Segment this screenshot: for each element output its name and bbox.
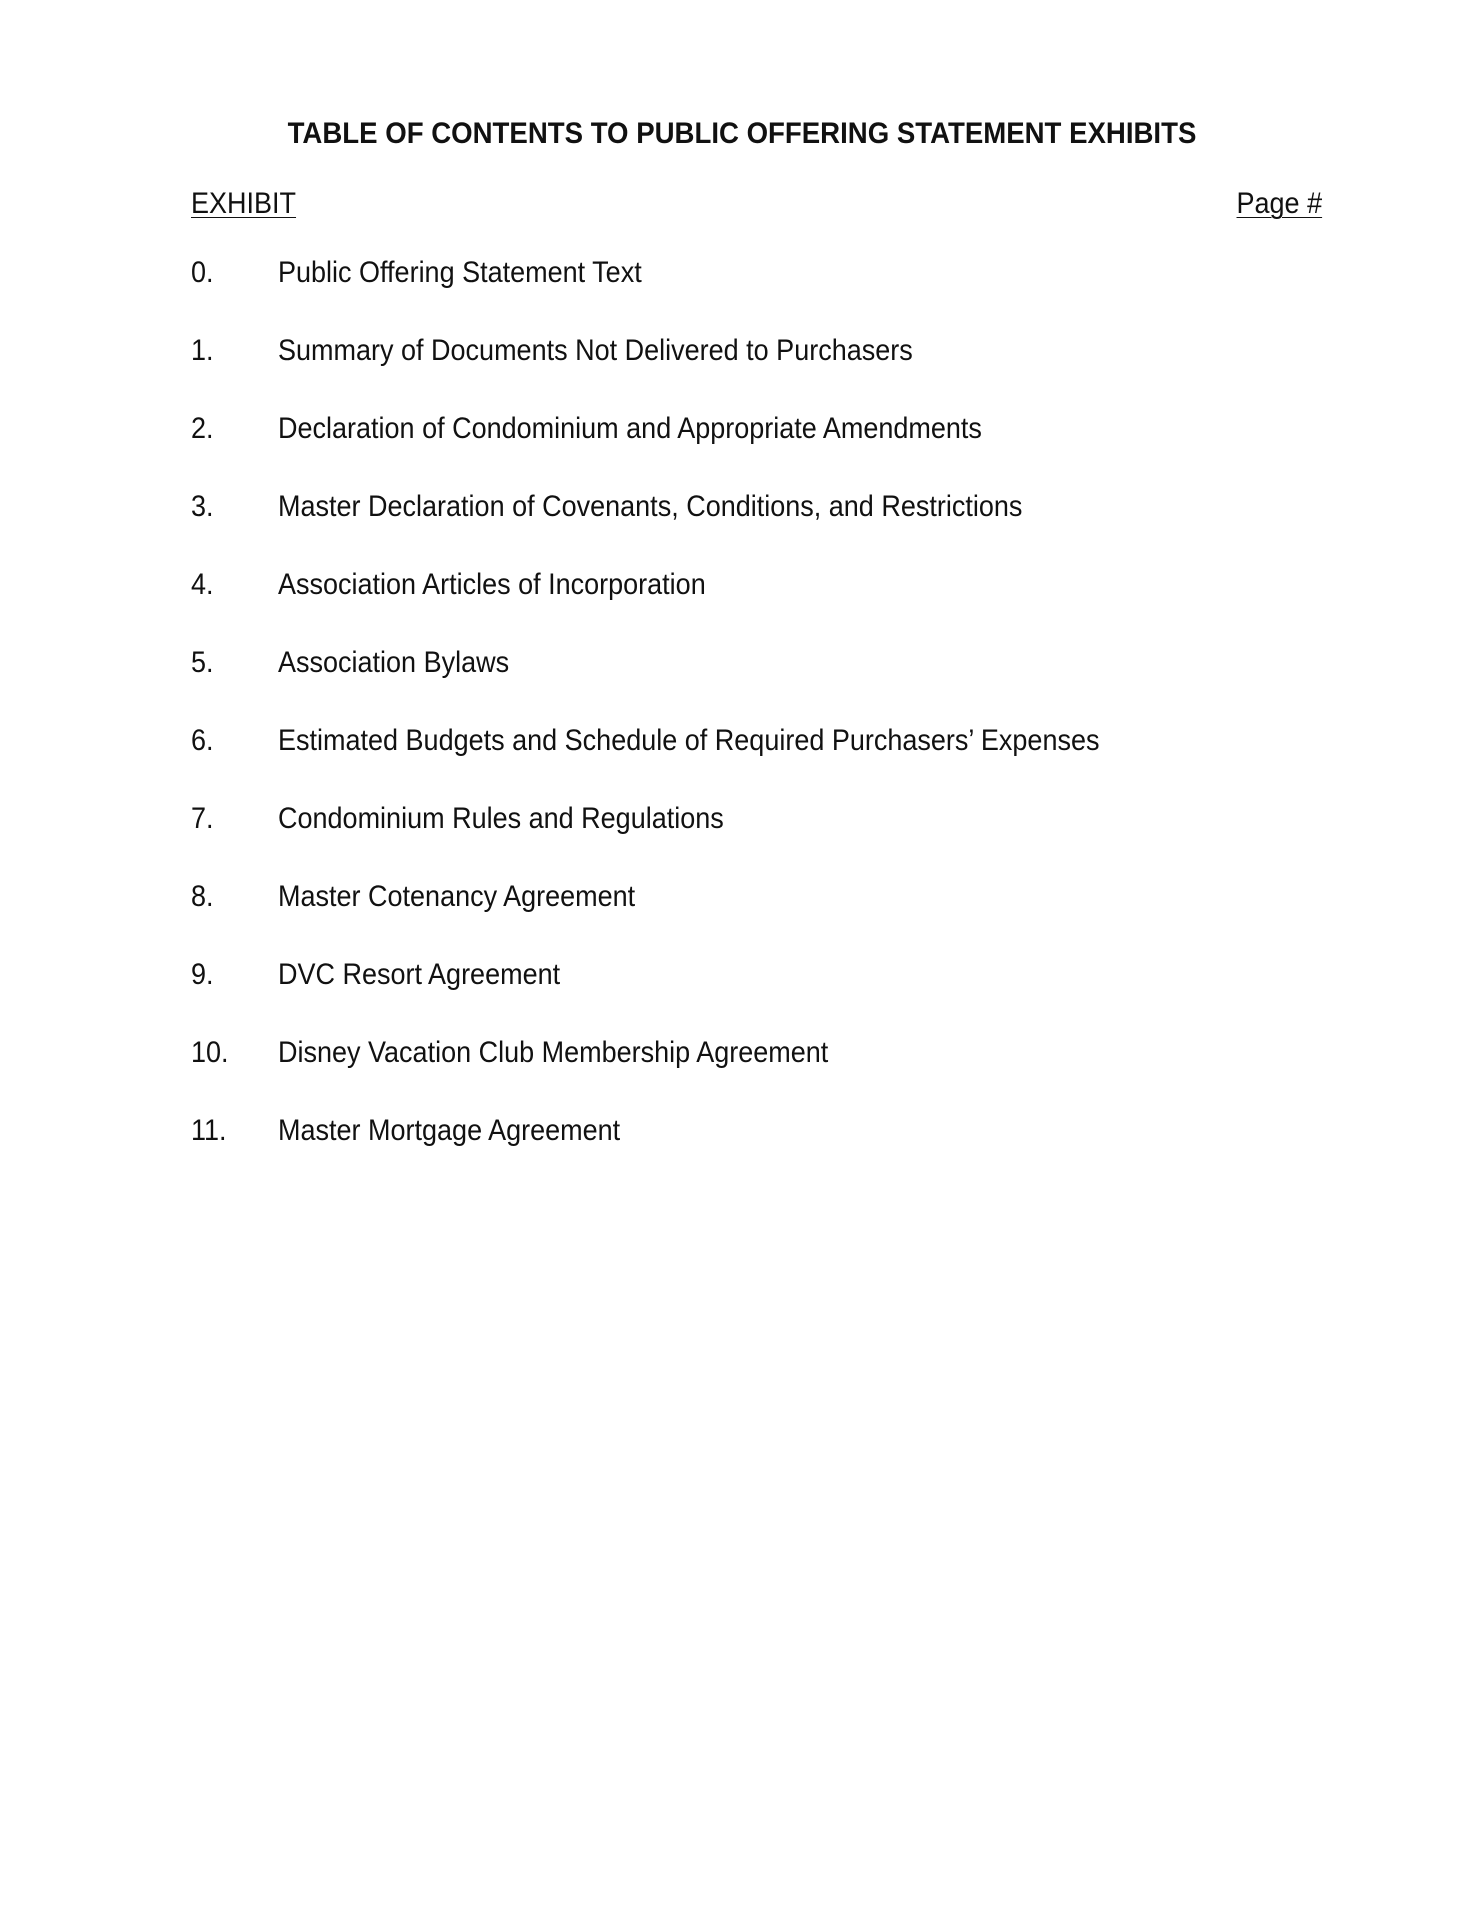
exhibit-title: Association Articles of Incorporation — [278, 568, 706, 601]
exhibit-title: Condominium Rules and Regulations — [278, 802, 724, 835]
exhibit-item — [191, 645, 1331, 723]
exhibit-number: 9. — [191, 958, 214, 991]
exhibit-title: Public Offering Statement Text — [278, 256, 642, 289]
exhibit-item — [191, 1035, 1331, 1113]
exhibit-title: Association Bylaws — [278, 646, 510, 679]
exhibit-item — [191, 1113, 1331, 1191]
exhibit-number: 7. — [191, 802, 214, 835]
page-number-column-header: Page # — [1236, 187, 1322, 220]
exhibit-number: 1. — [191, 334, 214, 367]
exhibit-item — [191, 723, 1331, 801]
exhibit-item — [191, 411, 1331, 489]
exhibit-item — [191, 879, 1331, 957]
exhibit-title: Declaration of Condominium and Appropriate Amendments — [278, 412, 982, 445]
exhibit-number: 2. — [191, 412, 214, 445]
exhibit-item — [191, 957, 1331, 1035]
exhibit-number: 8. — [191, 880, 214, 913]
exhibit-item — [191, 567, 1331, 645]
exhibit-item — [191, 489, 1331, 567]
exhibit-number: 11. — [191, 1114, 227, 1147]
exhibit-title: Master Mortgage Agreement — [278, 1114, 621, 1147]
exhibit-title: Summary of Documents Not Delivered to Purchasers — [278, 334, 913, 367]
exhibit-column-header: EXHIBIT — [191, 187, 297, 220]
exhibit-item — [191, 333, 1331, 411]
exhibit-title: DVC Resort Agreement — [278, 958, 561, 991]
exhibit-number: 0. — [191, 256, 214, 289]
exhibit-list — [191, 255, 1331, 1191]
exhibit-number: 10. — [191, 1036, 229, 1069]
exhibit-number: 6. — [191, 724, 214, 757]
exhibit-number: 5. — [191, 646, 214, 679]
exhibit-item — [191, 801, 1331, 879]
exhibit-title: Estimated Budgets and Schedule of Required Purchasers’ Expenses — [278, 724, 1100, 757]
exhibit-item — [191, 255, 1331, 333]
page-title: TABLE OF CONTENTS TO PUBLIC OFFERING STATEMENT EXHIBITS — [287, 117, 1197, 150]
exhibit-title: Master Cotenancy Agreement — [278, 880, 636, 913]
exhibit-title: Disney Vacation Club Membership Agreement — [278, 1036, 829, 1069]
exhibit-title: Master Declaration of Covenants, Conditions, and Restrictions — [278, 490, 1023, 523]
exhibit-number: 4. — [191, 568, 214, 601]
exhibit-number: 3. — [191, 490, 214, 523]
